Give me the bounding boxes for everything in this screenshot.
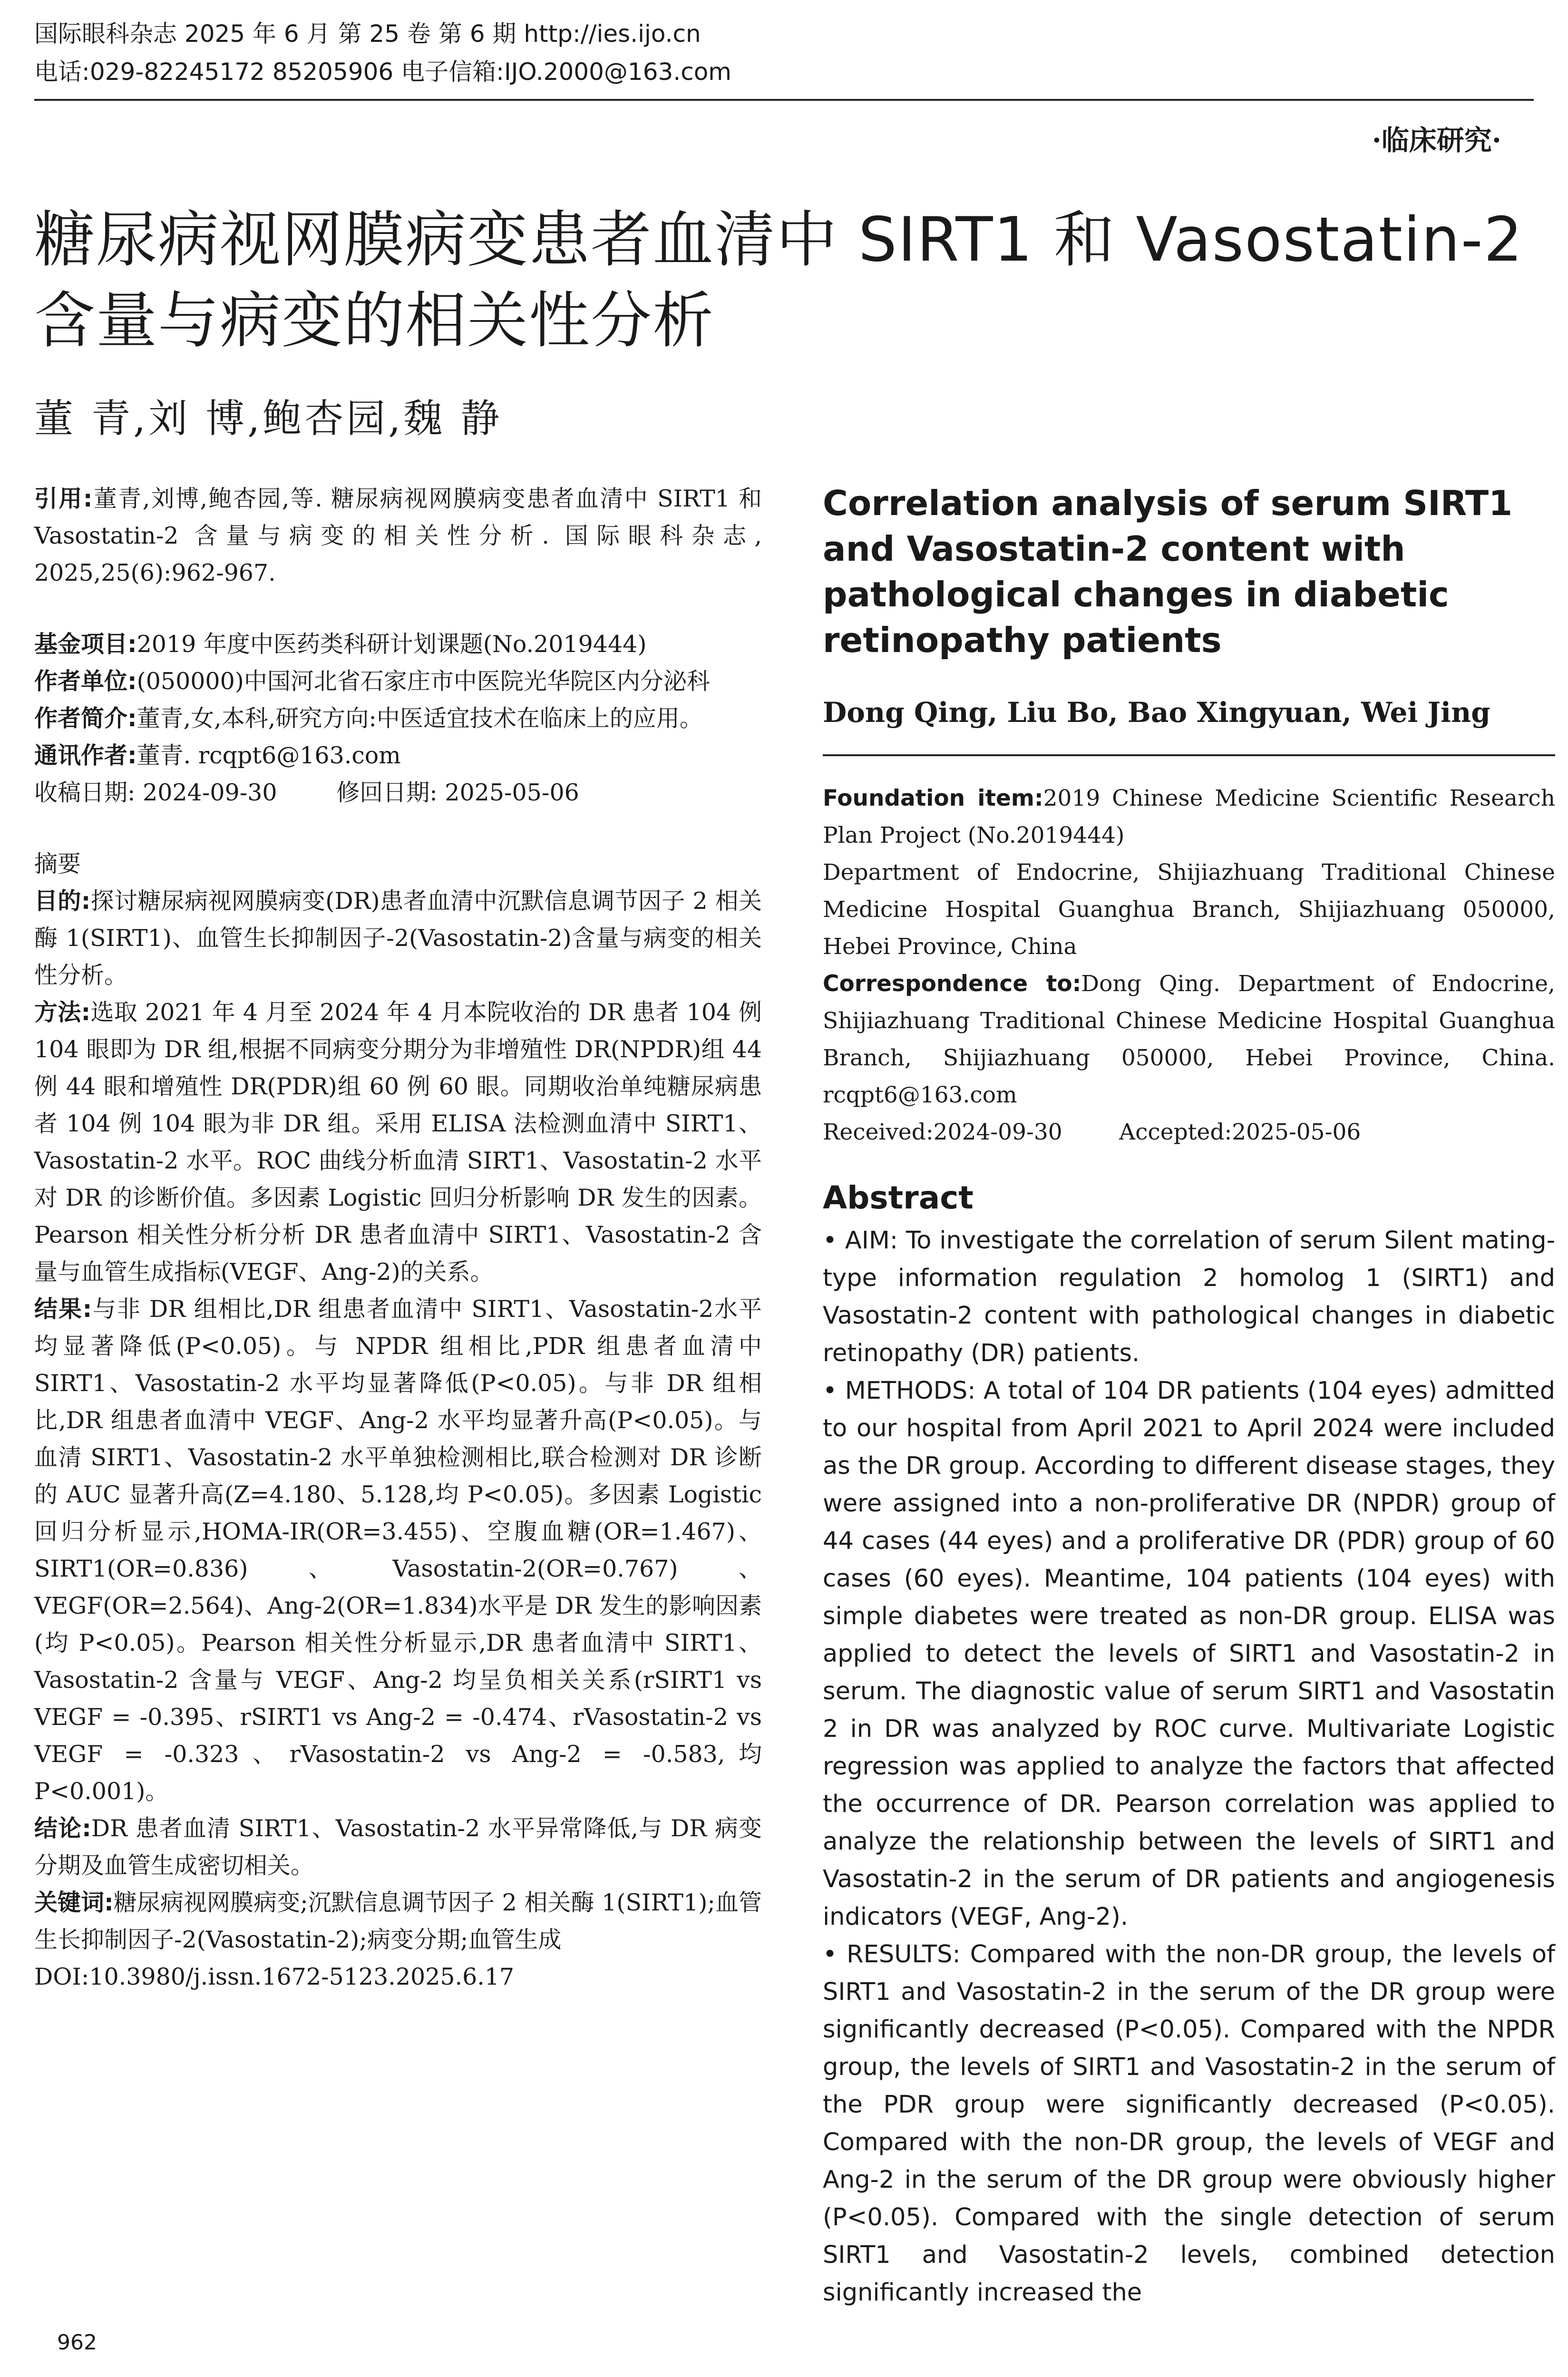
doi: DOI:10.3980/j.issn.1672-5123.2025.6.17 xyxy=(34,1963,515,1990)
foundation-label: Foundation item: xyxy=(823,785,1043,811)
header-divider xyxy=(34,99,1534,101)
intro-label: 作者简介: xyxy=(34,705,137,732)
authors-chinese: 董 青,刘 博,鲍杏园,魏 静 xyxy=(34,396,503,441)
corresponding-author xyxy=(34,737,762,774)
methods-en: • METHODS: A total of 104 DR patients (104 eyes) admitted to our hospital from April 2021 to April 2024 were included as the DR group. According to different disease stages, they were assigned into a non-proliferative DR (NPDR) group of 44 cases (44 eyes) and a proliferative DR (PDR) group of 60 cases (60 eyes). Meantime, 104 patients (104 eyes) with simple diabetes were treated as non-DR group. ELISA was applied to detect the levels of SIRT1 and Vasostatin-2 in serum. The diagnostic value of serum SIRT1 and Vasostatin 2 in DR was analyzed by ROC curve. Multivariate Logistic regression was applied to analyze the factors that affected the occurrence of DR. Pearson correlation was applied to analyze the relationship between the levels of SIRT1 and Vasostatin-2 in the serum of DR patients and angiogenesis indicators (VEGF, Ang-2). xyxy=(823,1377,1555,1931)
abstract-heading-en: Abstract xyxy=(823,1179,974,1216)
page-number: 962 xyxy=(57,2330,97,2355)
intro-text: 董青,女,本科,研究方向:中医适宜技术在临床上的应用。 xyxy=(136,705,703,732)
aim-text: 探讨糖尿病视网膜病变(DR)患者血清中沉默信息调节因子 2 相关酶 1(SIRT1)、血管生长抑制因子-2(Vasostatin-2)含量与病变的相关性分析。 xyxy=(34,887,762,989)
aim-en: • AIM: To investigate the correlation of serum Silent mating-type information regulation 2 homolog 1 (SIRT1) and Vasostatin-2 content with pathological changes in diabetic retinopathy (DR) patients. xyxy=(823,1227,1555,1367)
aim-label: 目的: xyxy=(34,887,91,915)
fund-info xyxy=(34,626,762,663)
fund-label: 基金项目: xyxy=(34,631,137,658)
methods-cn xyxy=(34,994,762,1291)
keywords-label: 关键词: xyxy=(34,1889,114,1916)
methods-text: 选取 2021 年 4 月至 2024 年 4 月本院收治的 DR 患者 104 例 104 眼即为 DR 组,根据不同病变分期分为非增殖性 DR(NPDR)组 44 例 44 眼和增殖性 DR(PDR)组 60 例 60 眼。同期收治单纯糖尿病患者 104 例 104 眼为非 DR 组。采用 ELISA 法检测血清中 SIRT1、Vasostatin-2 水平。ROC 曲线分析血清 SIRT1、Vasostatin-2 水平对 DR 的诊断价值。多因素 Logistic 回归分析影响 DR 发生的因素。Pearson 相关性分析分析 DR 患者血清中 SIRT1、Vasostatin-2 含量与血管生成指标(VEGF、Ang-2)的关系。 xyxy=(34,999,762,1286)
keywords-cn xyxy=(34,1884,762,1958)
conclusion-text: DR 患者血清 SIRT1、Vasostatin-2 水平异常降低,与 DR 病变分期及血管生成密切相关。 xyxy=(34,1815,762,1879)
department: Department of Endocrine, Shijiazhuang Traditional Chinese Medicine Hospital Guanghua Branch, Shijiazhuang 050000, Hebei Province, China xyxy=(823,859,1555,960)
journal-header-line2: 电话:029-82245172 85205906 电子信箱:IJO.2000@163.com xyxy=(34,58,732,86)
received-dates: 收稿日期: 2024-09-30 修回日期: 2025-05-06 xyxy=(34,779,579,806)
received-accepted: Received:2024-09-30 Accepted:2025-05-06 xyxy=(823,1119,1361,1145)
methods-label: 方法: xyxy=(34,999,91,1026)
unit-text: (050000)中国河北省石家庄市中医院光华院区内分泌科 xyxy=(136,668,710,695)
author-unit xyxy=(34,663,762,700)
citation-label: 引用: xyxy=(34,485,93,512)
right-column xyxy=(823,480,1555,2311)
results-text: 与非 DR 组相比,DR 组患者血清中 SIRT1、Vasostatin-2水平均显著降低(P<0.05)。与 NPDR 组相比,PDR 组患者血清中 SIRT1、Vasostatin-2 水平均显著降低(P<0.05)。与非 DR 组相比,DR 组患者血清中 VEGF、Ang-2 水平均显著升高(P<0.05)。与血清 SIRT1、Vasostatin-2 水平单独检测相比,联合检测对 DR 诊断的 AUC 显著升高(Z=4.180、5.128,均 P<0.05)。多因素 Logistic 回归分析显示,HOMA-IR(OR=3.455)、空腹血糖(OR=1.467)、SIRT1(OR=0.836)、Vasostatin-2(OR=0.767)、VEGF(OR=2.564)、Ang-2(OR=1.834)水平是 DR 发生的影响因素(均 P<0.05)。Pearson 相关性分析显示,DR 患者血清中 SIRT1、Vasostatin-2 含量与 VEGF、Ang-2 均呈负相关关系(rSIRT1 vs VEGF = -0.395、rSIRT1 vs Ang-2 = -0.474、rVasostatin-2 vs VEGF = -0.323、rVasostatin-2 vs Ang-2 = -0.583,均 P<0.001)。 xyxy=(34,1296,762,1805)
unit-label: 作者单位: xyxy=(34,668,137,695)
citation-text: 董青,刘博,鲍杏园,等. 糖尿病视网膜病变患者血清中 SIRT1 和 Vasostatin-2 含量与病变的相关性分析. 国际眼科杂志, 2025,25(6):962-967. xyxy=(34,485,762,586)
results-label: 结果: xyxy=(34,1296,92,1323)
fund-text: 2019 年度中医药类科研计划课题(No.2019444) xyxy=(136,631,647,658)
title-chinese: 糖尿病视网膜病变患者血清中 SIRT1 和 Vasostatin-2 含量与病变的相关性分析 xyxy=(34,205,1524,356)
aim-cn xyxy=(34,883,762,994)
results-cn xyxy=(34,1291,762,1810)
conclusion-cn xyxy=(34,1810,762,1884)
correspondence-text: Dong Qing. Department of Endocrine, Shijiazhuang Traditional Chinese Medicine Hospital Guanghua Branch, Shijiazhuang 050000, Hebei Province, China. rcqpt6@163.com xyxy=(823,971,1555,1108)
author-intro xyxy=(34,700,762,737)
foundation-text: 2019 Chinese Medicine Scientific Research Plan Project (No.2019444) xyxy=(823,785,1556,848)
abstract-heading-cn: 摘要 xyxy=(34,850,81,877)
left-column xyxy=(34,480,762,1996)
foundation-item xyxy=(823,780,1555,854)
citation xyxy=(34,480,762,592)
corr-label: 通讯作者: xyxy=(34,742,137,769)
title-english: Correlation analysis of serum SIRT1 and Vasostatin-2 content with pathological changes in diabetic retinopathy patients xyxy=(823,483,1513,660)
corr-text: 董青. rcqpt6@163.com xyxy=(136,742,401,769)
journal-header-line1: 国际眼科杂志 2025 年 6 月 第 25 卷 第 6 期 http://ies.ijo.cn xyxy=(34,20,701,48)
correspondence xyxy=(823,965,1555,1114)
correspondence-label: Correspondence to: xyxy=(823,971,1081,997)
keywords-text: 糖尿病视网膜病变;沉默信息调节因子 2 相关酶 1(SIRT1);血管生长抑制因子-2(Vasostatin-2);病变分期;血管生成 xyxy=(34,1889,762,1953)
section-label: ·临床研究· xyxy=(1372,124,1501,156)
conclusion-label: 结论: xyxy=(34,1815,91,1842)
results-en: • RESULTS: Compared with the non-DR group, the levels of SIRT1 and Vasostatin-2 in the serum of the DR group were significantly decreased (P<0.05). Compared with the NPDR group, the levels of SIRT1 and Vasostatin-2 in the serum of the PDR group were significantly decreased (P<0.05). Compared with the non-DR group, the levels of VEGF and Ang-2 in the serum of the DR group were obviously higher (P<0.05). Compared with the single detection of serum SIRT1 and Vasostatin-2 levels, combined detection significantly increased the xyxy=(823,1940,1555,2307)
authors-english: Dong Qing, Liu Bo, Bao Xingyuan, Wei Jing xyxy=(823,696,1490,729)
